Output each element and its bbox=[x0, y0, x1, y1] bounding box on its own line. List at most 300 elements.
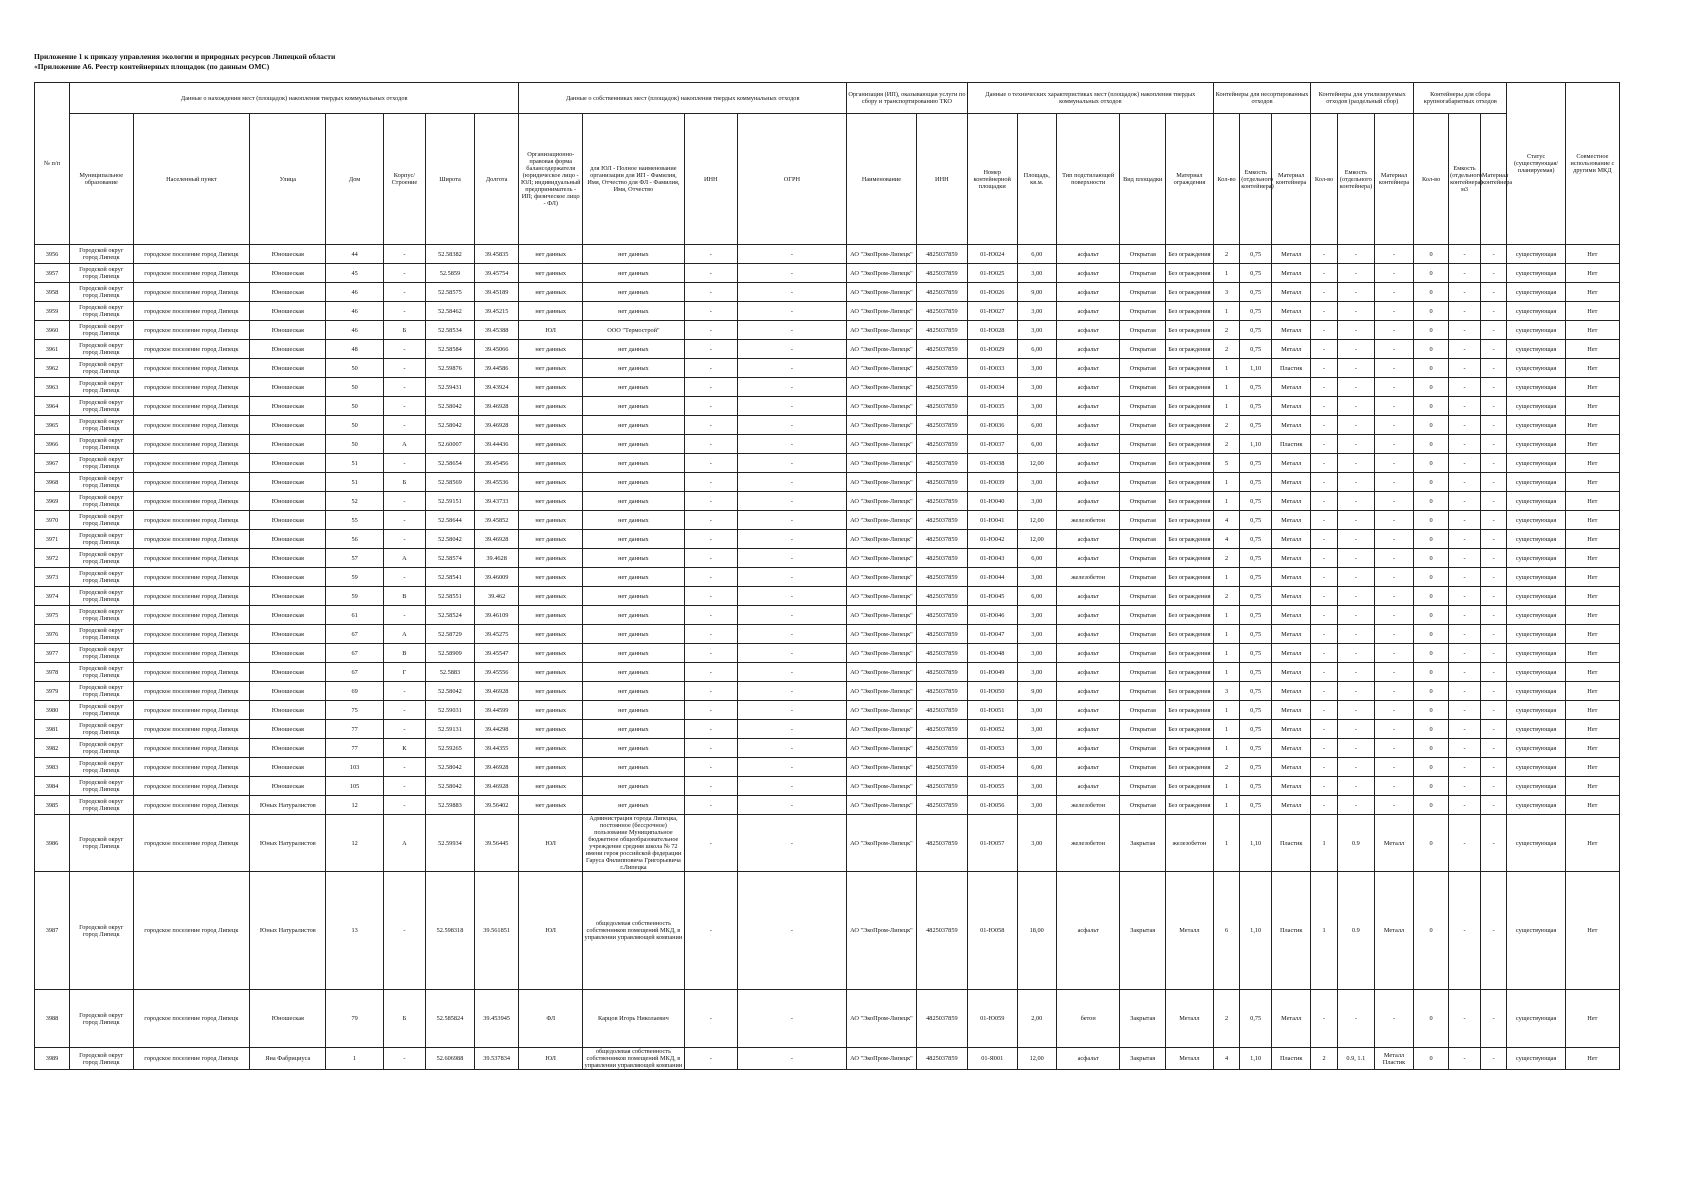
table-cell: асфальт bbox=[1056, 340, 1120, 359]
table-cell: Нет bbox=[1565, 473, 1619, 492]
table-cell: 52.59031 bbox=[426, 701, 475, 720]
table-cell: 01-Ю054 bbox=[967, 758, 1017, 777]
table-cell: АО "ЭкоПром-Липецк" bbox=[846, 1048, 916, 1070]
table-cell: 39.45215 bbox=[474, 302, 519, 321]
table-cell: - bbox=[1311, 416, 1338, 435]
table-cell: 52.58042 bbox=[426, 758, 475, 777]
table-cell: городское поселение город Липецк bbox=[133, 625, 250, 644]
table-cell: - bbox=[1449, 872, 1481, 990]
table-cell: Металл bbox=[1272, 378, 1311, 397]
table-cell: существующая bbox=[1507, 416, 1565, 435]
table-cell: существующая bbox=[1507, 302, 1565, 321]
table-cell: 4825037859 bbox=[916, 302, 967, 321]
table-cell: Б bbox=[383, 473, 425, 492]
table-cell: 0 bbox=[1414, 378, 1449, 397]
table-cell: - bbox=[737, 568, 846, 587]
table-cell: - bbox=[1449, 397, 1481, 416]
table-cell: 39.453945 bbox=[474, 990, 519, 1048]
col-unsorted-count: Кол-во bbox=[1213, 114, 1240, 245]
col-bulky-count: Кол-во bbox=[1414, 114, 1449, 245]
table-cell: Юношеская bbox=[250, 245, 326, 264]
table-cell: существующая bbox=[1507, 777, 1565, 796]
table-cell: 4825037859 bbox=[916, 701, 967, 720]
table-cell: Без ограждения bbox=[1166, 568, 1214, 587]
table-cell: Без ограждения bbox=[1166, 454, 1214, 473]
table-cell: 3,00 bbox=[1017, 815, 1056, 872]
table-cell: нет данных bbox=[519, 397, 583, 416]
table-cell: 01-Ю056 bbox=[967, 796, 1017, 815]
table-cell: 50 bbox=[326, 378, 383, 397]
table-cell: Городской округ город Липецк bbox=[69, 663, 133, 682]
table-cell: - bbox=[1374, 758, 1413, 777]
table-cell: нет данных bbox=[583, 530, 685, 549]
table-cell: 52.58042 bbox=[426, 397, 475, 416]
table-cell: нет данных bbox=[583, 492, 685, 511]
table-cell: 0,75 bbox=[1240, 644, 1272, 663]
table-cell: городское поселение город Липецк bbox=[133, 701, 250, 720]
table-cell: 52 bbox=[326, 492, 383, 511]
table-cell: 0,75 bbox=[1240, 530, 1272, 549]
table-cell: 3956 bbox=[35, 245, 70, 264]
table-cell: нет данных bbox=[583, 283, 685, 302]
table-cell: 01-Ю045 bbox=[967, 587, 1017, 606]
table-cell: Нет bbox=[1565, 663, 1619, 682]
table-cell: 3,00 bbox=[1017, 473, 1056, 492]
table-cell: АО "ЭкоПром-Липецк" bbox=[846, 682, 916, 701]
table-cell: 39.46928 bbox=[474, 682, 519, 701]
table-cell: 1 bbox=[1213, 492, 1240, 511]
table-cell: АО "ЭкоПром-Липецк" bbox=[846, 245, 916, 264]
table-cell: 3985 bbox=[35, 796, 70, 815]
table-cell: 4825037859 bbox=[916, 872, 967, 990]
table-cell: Пластик bbox=[1272, 815, 1311, 872]
table-cell: 4825037859 bbox=[916, 990, 967, 1048]
table-cell: 1 bbox=[1213, 739, 1240, 758]
table-cell: - bbox=[737, 473, 846, 492]
table-cell: - bbox=[1480, 264, 1507, 283]
table-cell: 4825037859 bbox=[916, 264, 967, 283]
table-cell: - bbox=[684, 796, 737, 815]
table-cell: - bbox=[383, 777, 425, 796]
table-cell: существующая bbox=[1507, 321, 1565, 340]
table-cell: Открытая bbox=[1120, 739, 1166, 758]
table-cell: 52.5859 bbox=[426, 264, 475, 283]
table-cell: - bbox=[1480, 682, 1507, 701]
table-cell: 0,75 bbox=[1240, 283, 1272, 302]
table-cell: 39.44355 bbox=[474, 739, 519, 758]
table-cell: - bbox=[737, 549, 846, 568]
table-cell: - bbox=[1374, 397, 1413, 416]
table-cell: Без ограждения bbox=[1166, 321, 1214, 340]
table-cell: - bbox=[1374, 682, 1413, 701]
table-cell: нет данных bbox=[583, 625, 685, 644]
table-cell: городское поселение город Липецк bbox=[133, 435, 250, 454]
col-bulky-material: Материал контейнера bbox=[1480, 114, 1507, 245]
table-cell: - bbox=[1480, 663, 1507, 682]
table-cell: 4825037859 bbox=[916, 777, 967, 796]
table-cell: АО "ЭкоПром-Липецк" bbox=[846, 378, 916, 397]
table-cell: - bbox=[1480, 644, 1507, 663]
table-cell: 01-Ю035 bbox=[967, 397, 1017, 416]
table-row bbox=[35, 796, 1620, 815]
table-cell: Городской округ город Липецк bbox=[69, 682, 133, 701]
table-cell: 0,75 bbox=[1240, 568, 1272, 587]
table-cell: нет данных bbox=[519, 587, 583, 606]
col-building: Корпус/Строение bbox=[383, 114, 425, 245]
table-row bbox=[35, 340, 1620, 359]
table-cell: Без ограждения bbox=[1166, 530, 1214, 549]
table-cell: - bbox=[684, 568, 737, 587]
table-cell: - bbox=[684, 283, 737, 302]
table-cell: Юношеская bbox=[250, 606, 326, 625]
table-cell: Нет bbox=[1565, 340, 1619, 359]
group-tech: Данные о технических характеристиках мест (площадок) накопления твердых коммунальных отходов bbox=[967, 83, 1213, 114]
table-cell: Юношеская bbox=[250, 530, 326, 549]
table-cell: - bbox=[684, 530, 737, 549]
table-cell: - bbox=[1449, 568, 1481, 587]
table-cell: 4825037859 bbox=[916, 739, 967, 758]
table-cell: 3,00 bbox=[1017, 321, 1056, 340]
table-cell: - bbox=[1480, 359, 1507, 378]
table-cell: - bbox=[1449, 454, 1481, 473]
table-cell: А bbox=[383, 549, 425, 568]
table-cell: нет данных bbox=[519, 606, 583, 625]
table-cell: - bbox=[1374, 530, 1413, 549]
table-cell: Городской округ город Липецк bbox=[69, 492, 133, 511]
table-cell: - bbox=[1449, 587, 1481, 606]
table-cell: АО "ЭкоПром-Липецк" bbox=[846, 416, 916, 435]
table-cell: - bbox=[1449, 777, 1481, 796]
table-cell: Металл bbox=[1272, 777, 1311, 796]
table-cell: 0 bbox=[1414, 872, 1449, 990]
table-cell: - bbox=[737, 1048, 846, 1070]
table-cell: Нет bbox=[1565, 264, 1619, 283]
table-cell: нет данных bbox=[519, 492, 583, 511]
table-cell: 105 bbox=[326, 777, 383, 796]
table-cell: 2 bbox=[1311, 1048, 1338, 1070]
table-cell: 12,00 bbox=[1017, 1048, 1056, 1070]
table-row bbox=[35, 397, 1620, 416]
table-cell: - bbox=[1374, 587, 1413, 606]
table-cell: нет данных bbox=[519, 264, 583, 283]
table-cell: Юношеская bbox=[250, 321, 326, 340]
table-cell: АО "ЭкоПром-Липецк" bbox=[846, 606, 916, 625]
table-cell: 0 bbox=[1414, 245, 1449, 264]
table-cell: - bbox=[1449, 530, 1481, 549]
table-cell: Юношеская bbox=[250, 283, 326, 302]
table-cell: - bbox=[737, 435, 846, 454]
col-municipality: Муниципальное образование bbox=[69, 114, 133, 245]
table-cell: - bbox=[1449, 663, 1481, 682]
table-cell: существующая bbox=[1507, 359, 1565, 378]
table-cell: - bbox=[1337, 663, 1374, 682]
table-cell: 56 bbox=[326, 530, 383, 549]
table-cell: Городской округ город Липецк bbox=[69, 321, 133, 340]
table-cell: 0,75 bbox=[1240, 302, 1272, 321]
table-cell: Закрытая bbox=[1120, 1048, 1166, 1070]
table-cell: - bbox=[1480, 435, 1507, 454]
table-cell: Б bbox=[383, 321, 425, 340]
table-cell: 01-Ю028 bbox=[967, 321, 1017, 340]
table-cell: 1 bbox=[1213, 777, 1240, 796]
table-cell: 2,00 bbox=[1017, 990, 1056, 1048]
table-cell: АО "ЭкоПром-Липецк" bbox=[846, 758, 916, 777]
table-cell: городское поселение город Липецк bbox=[133, 587, 250, 606]
table-cell: - bbox=[1449, 435, 1481, 454]
table-cell: АО "ЭкоПром-Липецк" bbox=[846, 530, 916, 549]
table-cell: нет данных bbox=[583, 302, 685, 321]
table-cell: Металл bbox=[1272, 416, 1311, 435]
table-cell: - bbox=[1311, 264, 1338, 283]
col-lat: Широта bbox=[426, 114, 475, 245]
table-row bbox=[35, 758, 1620, 777]
table-cell: А bbox=[383, 815, 425, 872]
table-cell: Металл bbox=[1272, 473, 1311, 492]
table-cell: 3979 bbox=[35, 682, 70, 701]
table-row bbox=[35, 435, 1620, 454]
table-cell: 4 bbox=[1213, 1048, 1240, 1070]
table-cell: 1 bbox=[1213, 720, 1240, 739]
table-cell: Металл bbox=[1272, 644, 1311, 663]
table-cell: - bbox=[1449, 815, 1481, 872]
table-cell: 44 bbox=[326, 245, 383, 264]
table-cell: АО "ЭкоПром-Липецк" bbox=[846, 701, 916, 720]
table-cell: Открытая bbox=[1120, 435, 1166, 454]
table-cell: В bbox=[383, 644, 425, 663]
table-cell: Металл bbox=[1272, 302, 1311, 321]
table-cell: Городской округ город Липецк bbox=[69, 815, 133, 872]
table-row bbox=[35, 302, 1620, 321]
table-cell: общедолевая собственность собственников помещений МКД, в управлении управляющей компании bbox=[583, 1048, 685, 1070]
table-cell: 0 bbox=[1414, 606, 1449, 625]
table-cell: 39.46928 bbox=[474, 758, 519, 777]
table-cell: 3,00 bbox=[1017, 492, 1056, 511]
table-cell: 4825037859 bbox=[916, 606, 967, 625]
table-cell: Городской округ город Липецк bbox=[69, 245, 133, 264]
table-cell: 52.58584 bbox=[426, 340, 475, 359]
table-cell: 6,00 bbox=[1017, 340, 1056, 359]
table-cell: 01-Ю053 bbox=[967, 739, 1017, 758]
table-row bbox=[35, 777, 1620, 796]
table-cell: 3974 bbox=[35, 587, 70, 606]
table-cell: 1 bbox=[1213, 378, 1240, 397]
table-cell: 01-Ю055 bbox=[967, 777, 1017, 796]
table-cell: 0 bbox=[1414, 492, 1449, 511]
table-cell: существующая bbox=[1507, 663, 1565, 682]
col-unsorted-capacity: Емкость (отдельного контейнера) bbox=[1240, 114, 1272, 245]
table-cell: 3989 bbox=[35, 1048, 70, 1070]
table-cell: - bbox=[1449, 473, 1481, 492]
table-cell: 0,75 bbox=[1240, 264, 1272, 283]
table-cell: ФЛ bbox=[519, 990, 583, 1048]
table-cell: Нет bbox=[1565, 739, 1619, 758]
table-cell: Без ограждения bbox=[1166, 720, 1214, 739]
table-cell: существующая bbox=[1507, 245, 1565, 264]
table-cell: - bbox=[1337, 644, 1374, 663]
table-cell: 0 bbox=[1414, 302, 1449, 321]
table-cell: - bbox=[1337, 511, 1374, 530]
table-row bbox=[35, 473, 1620, 492]
table-cell: - bbox=[1480, 283, 1507, 302]
table-cell: 0 bbox=[1414, 1048, 1449, 1070]
table-cell: - bbox=[1449, 758, 1481, 777]
table-cell: - bbox=[1311, 796, 1338, 815]
table-cell: 4825037859 bbox=[916, 720, 967, 739]
table-cell: 0,75 bbox=[1240, 777, 1272, 796]
table-cell: 52.58534 bbox=[426, 321, 475, 340]
table-cell: Нет bbox=[1565, 644, 1619, 663]
table-cell: нет данных bbox=[583, 378, 685, 397]
table-cell: городское поселение город Липецк bbox=[133, 359, 250, 378]
table-cell: существующая bbox=[1507, 872, 1565, 990]
table-cell: 39.46009 bbox=[474, 568, 519, 587]
table-cell: 0,75 bbox=[1240, 473, 1272, 492]
table-cell: - bbox=[737, 587, 846, 606]
table-cell: 3958 bbox=[35, 283, 70, 302]
table-cell: - bbox=[1480, 606, 1507, 625]
table-cell: городское поселение город Липецк bbox=[133, 340, 250, 359]
table-cell: - bbox=[737, 321, 846, 340]
table-cell: - bbox=[684, 245, 737, 264]
table-cell: - bbox=[684, 606, 737, 625]
table-cell: 0 bbox=[1414, 990, 1449, 1048]
table-cell: 39.44298 bbox=[474, 720, 519, 739]
table-cell: Открытая bbox=[1120, 511, 1166, 530]
table-cell: - bbox=[737, 283, 846, 302]
table-cell: ЮЛ bbox=[519, 321, 583, 340]
table-cell: 67 bbox=[326, 663, 383, 682]
table-cell: - bbox=[383, 283, 425, 302]
table-cell: 0 bbox=[1414, 815, 1449, 872]
table-cell: городское поселение город Липецк bbox=[133, 530, 250, 549]
table-cell: Металл bbox=[1272, 606, 1311, 625]
table-cell: асфальт bbox=[1056, 1048, 1120, 1070]
table-cell: 39.45066 bbox=[474, 340, 519, 359]
table-cell: - bbox=[1337, 302, 1374, 321]
table-cell: 13 bbox=[326, 872, 383, 990]
registry-body bbox=[35, 245, 1620, 1070]
table-cell: 39.46928 bbox=[474, 530, 519, 549]
table-cell: Нет bbox=[1565, 454, 1619, 473]
col-lon: Долгота bbox=[474, 114, 519, 245]
table-cell: - bbox=[383, 530, 425, 549]
heading-line-2: «Приложение А6. Реестр контейнерных площадок (по данным ОМС) bbox=[34, 62, 270, 71]
table-row bbox=[35, 625, 1620, 644]
table-cell: Юношеская bbox=[250, 777, 326, 796]
table-cell: 6,00 bbox=[1017, 587, 1056, 606]
table-cell: АО "ЭкоПром-Липецк" bbox=[846, 777, 916, 796]
table-cell: - bbox=[383, 511, 425, 530]
table-cell: 39.44436 bbox=[474, 435, 519, 454]
table-cell: 3969 bbox=[35, 492, 70, 511]
table-cell: 39.56402 bbox=[474, 796, 519, 815]
table-cell: 45 bbox=[326, 264, 383, 283]
table-cell: - bbox=[1337, 359, 1374, 378]
table-cell: - bbox=[1337, 758, 1374, 777]
table-cell: - bbox=[684, 625, 737, 644]
table-cell: городское поселение город Липецк bbox=[133, 378, 250, 397]
table-cell: - bbox=[1449, 302, 1481, 321]
table-cell: Металл bbox=[1272, 511, 1311, 530]
table-cell: Без ограждения bbox=[1166, 663, 1214, 682]
table-cell: Открытая bbox=[1120, 321, 1166, 340]
table-cell: - bbox=[737, 682, 846, 701]
table-cell: 3,00 bbox=[1017, 663, 1056, 682]
table-cell: 39.46928 bbox=[474, 397, 519, 416]
table-cell: 0 bbox=[1414, 397, 1449, 416]
table-cell: 1,10 bbox=[1240, 359, 1272, 378]
table-cell: - bbox=[737, 720, 846, 739]
table-cell: - bbox=[1311, 606, 1338, 625]
table-cell: 4 bbox=[1213, 511, 1240, 530]
col-legal-form: Организационно-правовая форма балансодержателя (юридическое лицо - ЮЛ; индивидуальный предприниматель - ИП; физическое лицо - ФЛ) bbox=[519, 114, 583, 245]
table-cell: - bbox=[1449, 625, 1481, 644]
table-cell: существующая bbox=[1507, 473, 1565, 492]
table-cell: Пластик bbox=[1272, 435, 1311, 454]
table-cell: Юношеская bbox=[250, 378, 326, 397]
table-cell: - bbox=[1480, 777, 1507, 796]
table-cell: 2 bbox=[1213, 549, 1240, 568]
table-cell: 01-Ю049 bbox=[967, 663, 1017, 682]
table-cell: Пластик bbox=[1272, 1048, 1311, 1070]
table-cell: Открытая bbox=[1120, 606, 1166, 625]
table-cell: 52.58909 bbox=[426, 644, 475, 663]
table-cell: 01-Ю027 bbox=[967, 302, 1017, 321]
table-cell: 39.46928 bbox=[474, 416, 519, 435]
table-cell: - bbox=[1337, 796, 1374, 815]
col-operator-inn: ИНН bbox=[916, 114, 967, 245]
table-cell: - bbox=[684, 549, 737, 568]
table-cell: Юношеская bbox=[250, 416, 326, 435]
col-operator-name: Наименование bbox=[846, 114, 916, 245]
table-cell: - bbox=[737, 397, 846, 416]
table-cell: Юношеская bbox=[250, 739, 326, 758]
table-cell: Городской округ город Липецк bbox=[69, 359, 133, 378]
table-cell: 0 bbox=[1414, 530, 1449, 549]
table-cell: 1 bbox=[1311, 872, 1338, 990]
table-cell: нет данных bbox=[519, 454, 583, 473]
table-cell: - bbox=[1374, 777, 1413, 796]
table-cell: 4825037859 bbox=[916, 473, 967, 492]
table-cell: 0,75 bbox=[1240, 492, 1272, 511]
table-cell: 5 bbox=[1213, 454, 1240, 473]
table-cell: нет данных bbox=[519, 777, 583, 796]
table-cell: АО "ЭкоПром-Липецк" bbox=[846, 511, 916, 530]
table-cell: 01-Ю050 bbox=[967, 682, 1017, 701]
table-cell: Юных Натуралистов bbox=[250, 796, 326, 815]
table-cell: железобетон bbox=[1056, 815, 1120, 872]
table-cell: Металл bbox=[1272, 701, 1311, 720]
table-cell: асфальт bbox=[1056, 777, 1120, 796]
table-cell: 12 bbox=[326, 796, 383, 815]
table-cell: 3 bbox=[1213, 283, 1240, 302]
table-cell: 01-Ю046 bbox=[967, 606, 1017, 625]
table-cell: 79 bbox=[326, 990, 383, 1048]
table-cell: 1 bbox=[1213, 796, 1240, 815]
table-cell: - bbox=[684, 340, 737, 359]
table-cell: городское поселение город Липецк bbox=[133, 720, 250, 739]
table-cell: железобетон bbox=[1056, 568, 1120, 587]
table-cell: - bbox=[1480, 701, 1507, 720]
table-cell: нет данных bbox=[583, 397, 685, 416]
table-cell: городское поселение город Липецк bbox=[133, 264, 250, 283]
table-cell: 52.59265 bbox=[426, 739, 475, 758]
table-cell: - bbox=[1480, 454, 1507, 473]
table-cell: Металл bbox=[1272, 568, 1311, 587]
table-cell: 1 bbox=[1213, 359, 1240, 378]
table-cell: Металл bbox=[1272, 283, 1311, 302]
table-cell: существующая bbox=[1507, 701, 1565, 720]
